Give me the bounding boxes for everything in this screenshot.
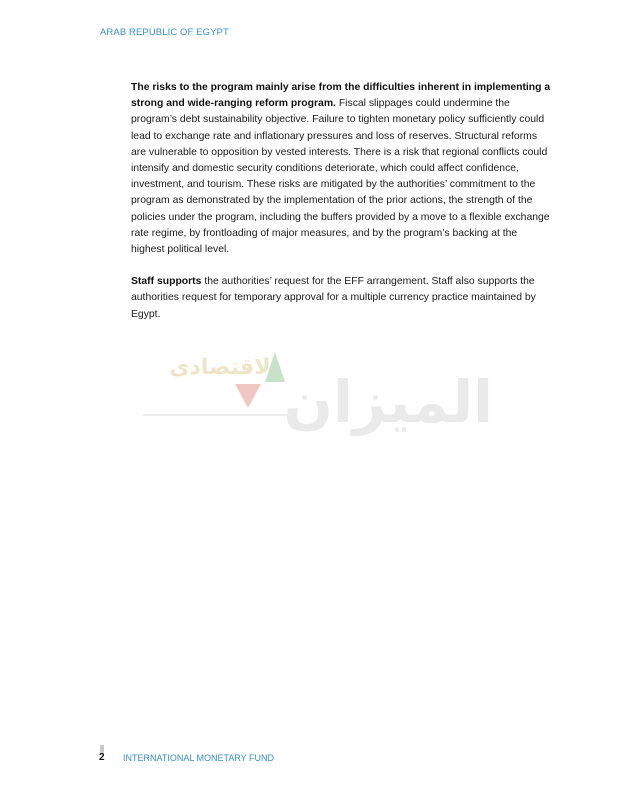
paragraph-body: the authorities’ request for the EFF arrangement. Staff also supports the authorities request for temporary approval for a multiple currency practice maintained by Egypt. xyxy=(131,276,536,320)
main-content xyxy=(131,80,551,339)
paragraph-staff xyxy=(131,274,551,323)
watermark-subtext: الاقتصادى xyxy=(169,355,278,380)
page-footer xyxy=(99,745,299,769)
paragraph-body: Fiscal slippages could undermine the program’s debt sustainability objective. Failure to tighten monetary policy sufficiently could lead to exchange rate and inflationary pressures and loss of reserves. Structural reforms are vulnerable to opposition by vested interests. There is a risk that regional conflicts could intensify and domestic security conditions deteriorate, which could affect confidence, investment, and tourism. These risks are mitigated by the authorities’ commitment to the program as demonstrated by the implementation of the prior actions, the strength of the policies under the program, including the buffers provided by a move to a flexible exchange rate regime, by frontloading of major measures, and by the program’s backing at the highest political level. xyxy=(131,98,550,256)
watermark-underline xyxy=(143,414,293,416)
running-header: ARAB REPUBLIC OF EGYPT xyxy=(100,27,229,38)
arrow-down-icon xyxy=(235,384,261,408)
paragraph-lead: Staff supports xyxy=(131,276,202,288)
paragraph-risks xyxy=(131,80,551,258)
watermark-graphic xyxy=(143,344,493,439)
watermark-main-text: الميزان xyxy=(283,368,493,436)
watermark-logo xyxy=(143,344,493,439)
paragraph-lead: The risks to the program mainly arise from the difficulties inherent in implementing a strong and wide-ranging reform program. xyxy=(131,82,551,110)
footer-organization: INTERNATIONAL MONETARY FUND xyxy=(123,753,275,763)
page-number: 2 xyxy=(99,752,105,763)
